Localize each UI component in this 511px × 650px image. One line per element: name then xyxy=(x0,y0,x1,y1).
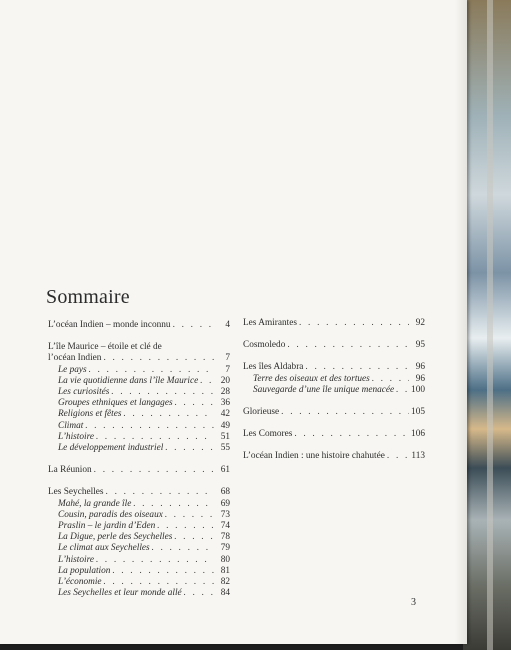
toc-page-number: 92 xyxy=(415,318,425,328)
toc-page-number: 79 xyxy=(220,543,230,554)
toc-page-number: 81 xyxy=(220,565,230,576)
toc-entry-title: L’océan Indien : une histoire chahutée xyxy=(243,451,385,462)
toc-subentry-title: L’histoire xyxy=(58,431,94,442)
toc-subentry-title: Terre des oiseaux et des tortues xyxy=(253,373,370,384)
toc-subentry-title: Cousin, paradis des oiseaux xyxy=(58,509,163,520)
toc-entry xyxy=(48,320,230,331)
toc-leader xyxy=(172,532,214,543)
toc-subentry xyxy=(48,421,230,432)
toc-leader xyxy=(370,374,409,385)
toc-subentry xyxy=(48,521,230,532)
toc-page-number: 68 xyxy=(220,487,230,498)
toc-entry-title: L’île Maurice – étoile et clé de xyxy=(48,342,162,353)
toc-entry xyxy=(48,487,230,498)
toc-entry xyxy=(243,429,425,440)
toc-leader xyxy=(109,387,214,398)
toc-subentry xyxy=(48,532,230,543)
toc-page-number: 106 xyxy=(411,429,425,440)
toc-leader xyxy=(285,340,409,351)
toc-page-number: 7 xyxy=(225,353,230,364)
toc-page-number: 96 xyxy=(415,373,425,384)
toc-subentry-title: Groupes ethniques et langages xyxy=(58,398,173,409)
toc-subentry xyxy=(48,398,230,409)
page-gutter-shadow xyxy=(455,0,467,644)
toc-page-number: 36 xyxy=(220,398,230,409)
toc-leader xyxy=(131,499,214,510)
toc-entry-title: Les Seychelles xyxy=(48,487,104,498)
toc-entry-title: L’océan Indien – monde inconnu xyxy=(48,320,171,330)
toc-page-number: 113 xyxy=(411,451,425,462)
toc-subentry-title: Les curiosités xyxy=(58,387,110,398)
toc-subentry xyxy=(48,588,230,599)
toc-subentry-title: Le pays xyxy=(58,364,87,375)
toc-leader xyxy=(94,555,214,566)
toc-subentry xyxy=(48,387,230,398)
toc-leader xyxy=(122,409,214,420)
toc-subentry-title: Le climat aux Seychelles xyxy=(58,543,150,554)
toc-page-number: 4 xyxy=(225,320,230,330)
toc-entry xyxy=(48,465,230,476)
toc-entry-title: Les îles Aldabra xyxy=(243,362,304,373)
toc-page-number: 61 xyxy=(220,465,230,476)
toc-left-column xyxy=(48,320,230,599)
toc-leader xyxy=(394,385,409,396)
toc-subentry-title: Sauvegarde d’une île unique menacée xyxy=(253,384,395,395)
toc-subentry-title: L’économie xyxy=(58,577,102,588)
toc-page-number: 42 xyxy=(220,409,230,420)
toc-leader xyxy=(83,421,214,432)
toc-leader xyxy=(297,318,409,329)
toc-subentry xyxy=(48,365,230,376)
toc-page-number: 74 xyxy=(220,521,230,532)
toc-leader xyxy=(173,398,214,409)
toc-page-number: 28 xyxy=(220,387,230,398)
toc-entry-title: Glorieuse xyxy=(243,407,280,418)
toc-page-number: 7 xyxy=(225,364,230,375)
toc-leader xyxy=(292,429,409,440)
toc-leader xyxy=(163,510,214,521)
toc-leader xyxy=(198,376,214,387)
toc-subentry xyxy=(48,555,230,566)
toc-subentry xyxy=(48,510,230,521)
toc-page-number: 95 xyxy=(415,340,425,351)
toc-entry xyxy=(243,318,425,329)
toc-entry-title: La Réunion xyxy=(48,465,92,476)
toc-subentry xyxy=(48,376,230,387)
toc-leader xyxy=(150,543,214,554)
toc-subentry xyxy=(48,543,230,554)
toc-page-number: 51 xyxy=(220,431,230,442)
toc-subentry-title: La Digue, perle des Seychelles xyxy=(58,532,173,543)
toc-subentry-title: Les Seychelles et leur monde allé xyxy=(58,588,182,599)
toc-subentry xyxy=(243,374,425,385)
toc-leader xyxy=(102,577,214,588)
toc-leader xyxy=(385,451,409,462)
toc-entry xyxy=(243,451,425,462)
toc-page-number: 73 xyxy=(220,509,230,520)
toc-leader xyxy=(182,588,214,599)
page-stack-edge xyxy=(487,0,493,650)
toc-subentry xyxy=(243,385,425,396)
toc-leader xyxy=(92,465,214,476)
toc-subentry-title: Religions et fêtes xyxy=(58,409,122,420)
toc-page-number: 49 xyxy=(220,420,230,431)
page-number: 3 xyxy=(411,597,416,608)
toc-subentry-title: L’histoire xyxy=(58,554,94,565)
toc-leader xyxy=(87,365,214,376)
toc-leader xyxy=(94,432,214,443)
toc-entry xyxy=(48,353,230,364)
toc-right-column xyxy=(243,318,425,463)
toc-entry xyxy=(243,340,425,351)
toc-page-number: 69 xyxy=(220,498,230,509)
toc-subentry-title: Praslin – le jardin d’Eden xyxy=(58,521,156,532)
toc-entry-title: Les Comores xyxy=(243,429,293,440)
toc-subentry xyxy=(48,409,230,420)
toc-leader xyxy=(110,566,214,577)
toc-subentry-title: Climat xyxy=(58,420,84,431)
toc-subentry-title: Mahé, la grande île xyxy=(58,498,132,509)
toc-leader xyxy=(155,521,214,532)
toc-page-number: 82 xyxy=(220,577,230,588)
toc-subentry-title: La vie quotidienne dans l’île Maurice xyxy=(58,375,199,386)
toc-subentry-title: La population xyxy=(58,565,111,576)
toc-entry-title: l’océan Indien xyxy=(48,353,102,364)
toc-page-number: 55 xyxy=(220,443,230,454)
toc-leader xyxy=(171,320,214,331)
toc-subentry xyxy=(48,577,230,588)
toc-leader xyxy=(101,353,214,364)
toc-page-number: 100 xyxy=(411,384,425,395)
toc-page-number: 84 xyxy=(220,588,230,599)
toc-leader xyxy=(104,487,214,498)
toc-entry-title: Cosmoledo xyxy=(243,340,286,351)
toc-subentry xyxy=(48,443,230,454)
toc-page-number: 80 xyxy=(220,554,230,565)
toc-leader xyxy=(163,443,214,454)
toc-page-number: 105 xyxy=(411,407,425,418)
toc-page-number: 96 xyxy=(415,362,425,373)
toc-entry xyxy=(243,362,425,373)
toc-entry-title: Les Amirantes xyxy=(243,318,297,328)
toc-leader xyxy=(303,362,409,373)
page-title: Sommaire xyxy=(46,286,130,308)
toc-entry xyxy=(243,407,425,418)
toc-subentry xyxy=(48,432,230,443)
toc-subentry xyxy=(48,499,230,510)
toc-subentry xyxy=(48,566,230,577)
toc-leader xyxy=(279,407,409,418)
toc-page-number: 78 xyxy=(220,532,230,543)
toc-page-number: 20 xyxy=(220,375,230,386)
toc-subentry-title: Le développement industriel xyxy=(58,443,164,454)
